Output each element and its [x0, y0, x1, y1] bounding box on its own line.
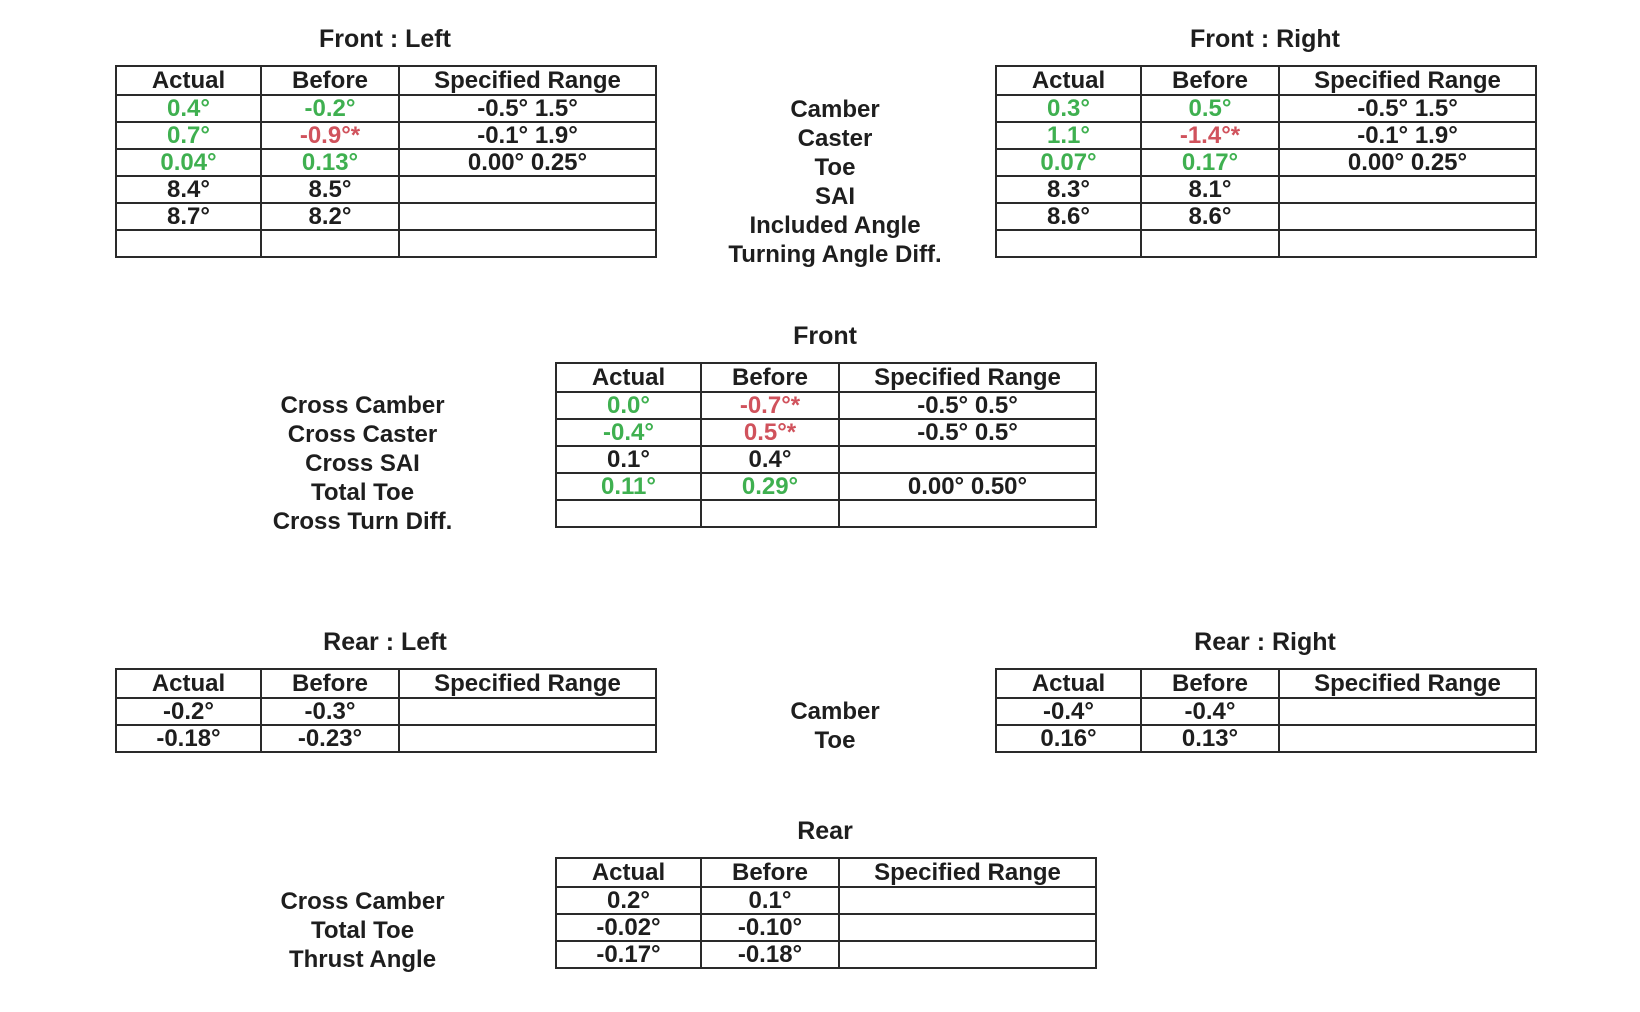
table-row [116, 95, 656, 122]
specified-range-cell: 0.00° 0.25° [399, 149, 656, 176]
actual-header: Actual [116, 669, 261, 698]
rear-left-table [115, 668, 657, 753]
table-row [556, 914, 1096, 941]
label-rear-total-toe: Total Toe [310, 917, 415, 944]
before-header: Before [701, 363, 839, 392]
before-cell: -0.23° [261, 725, 399, 752]
specified-range-cell [1279, 176, 1536, 203]
specified-range-cell [839, 446, 1096, 473]
actual-cell: 0.3° [996, 95, 1141, 122]
actual-cell: -0.4° [996, 698, 1141, 725]
specified-range-cell [839, 914, 1096, 941]
specified-range-header: Specified Range [1279, 66, 1536, 95]
table-row [116, 176, 656, 203]
label-camber: Camber [790, 96, 880, 123]
before-cell: -0.18° [701, 941, 839, 968]
actual-header: Actual [996, 66, 1141, 95]
front-cross-table [555, 362, 1097, 528]
specified-range-cell [1279, 725, 1536, 752]
before-cell: 0.5°* [701, 419, 839, 446]
before-cell: 8.1° [1141, 176, 1279, 203]
actual-header: Actual [116, 66, 261, 95]
actual-cell: 8.4° [116, 176, 261, 203]
specified-range-cell: -0.1° 1.9° [1279, 122, 1536, 149]
table-row [556, 473, 1096, 500]
table-row [996, 176, 1536, 203]
table-row [996, 725, 1536, 752]
rear-right-table [995, 668, 1537, 753]
specified-range-cell: -0.5° 0.5° [839, 392, 1096, 419]
table-row [556, 941, 1096, 968]
rear-measurement-labels [690, 697, 980, 755]
actual-cell: 0.0° [556, 392, 701, 419]
label-rear-camber: Camber [790, 698, 880, 725]
before-cell: 0.4° [701, 446, 839, 473]
before-header: Before [701, 858, 839, 887]
before-cell: 0.17° [1141, 149, 1279, 176]
before-cell: -1.4°* [1141, 122, 1279, 149]
before-cell: -0.2° [261, 95, 399, 122]
before-cell [701, 500, 839, 527]
specified-range-cell [399, 698, 656, 725]
table-row [996, 95, 1536, 122]
specified-range-cell [839, 887, 1096, 914]
specified-range-header: Specified Range [839, 363, 1096, 392]
actual-cell: 0.2° [556, 887, 701, 914]
before-cell: -0.10° [701, 914, 839, 941]
table-row [996, 230, 1536, 257]
table-row [116, 230, 656, 257]
table-row [556, 500, 1096, 527]
label-included-angle: Included Angle [749, 212, 921, 239]
label-caster: Caster [797, 125, 873, 152]
before-cell: 0.13° [261, 149, 399, 176]
actual-cell: 0.4° [116, 95, 261, 122]
specified-range-cell: -0.5° 1.5° [399, 95, 656, 122]
actual-cell: -0.18° [116, 725, 261, 752]
rear-cross-labels [240, 887, 485, 974]
before-cell: 0.13° [1141, 725, 1279, 752]
table-row [116, 149, 656, 176]
specified-range-cell [399, 725, 656, 752]
actual-cell [116, 230, 261, 257]
actual-cell: 0.1° [556, 446, 701, 473]
front-left-table [115, 65, 657, 258]
specified-range-cell [839, 500, 1096, 527]
before-cell: -0.3° [261, 698, 399, 725]
actual-cell [996, 230, 1141, 257]
front-cross-labels [240, 391, 485, 536]
table-row [996, 122, 1536, 149]
before-header: Before [261, 66, 399, 95]
actual-cell: 0.11° [556, 473, 701, 500]
specified-range-cell: 0.00° 0.25° [1279, 149, 1536, 176]
label-turning-angle-diff: Turning Angle Diff. [728, 241, 942, 268]
actual-cell: 8.3° [996, 176, 1141, 203]
table-row [556, 392, 1096, 419]
specified-range-cell: -0.1° 1.9° [399, 122, 656, 149]
front-measurement-labels [690, 95, 980, 269]
before-header: Before [261, 669, 399, 698]
actual-cell: 0.04° [116, 149, 261, 176]
table-row [116, 698, 656, 725]
label-thrust-angle: Thrust Angle [288, 946, 437, 973]
actual-cell: -0.17° [556, 941, 701, 968]
specified-range-cell: 0.00° 0.50° [839, 473, 1096, 500]
actual-cell: -0.4° [556, 419, 701, 446]
table-row [116, 203, 656, 230]
table-row [116, 725, 656, 752]
actual-header: Actual [556, 363, 701, 392]
label-sai: SAI [814, 183, 855, 210]
front-title: Front [793, 322, 857, 350]
specified-range-cell [1279, 230, 1536, 257]
actual-cell: -0.02° [556, 914, 701, 941]
actual-cell: 0.7° [116, 122, 261, 149]
specified-range-cell: -0.5° 1.5° [1279, 95, 1536, 122]
specified-range-header: Specified Range [1279, 669, 1536, 698]
before-cell: 8.6° [1141, 203, 1279, 230]
before-cell: 0.5° [1141, 95, 1279, 122]
before-header: Before [1141, 66, 1279, 95]
actual-cell [556, 500, 701, 527]
specified-range-cell [1279, 203, 1536, 230]
specified-range-cell: -0.5° 0.5° [839, 419, 1096, 446]
label-rear-cross-camber: Cross Camber [280, 888, 445, 915]
specified-range-cell [1279, 698, 1536, 725]
table-row [556, 887, 1096, 914]
table-row [556, 419, 1096, 446]
label-cross-caster: Cross Caster [287, 421, 438, 448]
specified-range-cell [399, 176, 656, 203]
before-cell: -0.4° [1141, 698, 1279, 725]
specified-range-cell [399, 203, 656, 230]
before-cell: 8.2° [261, 203, 399, 230]
table-row [996, 698, 1536, 725]
actual-cell: 8.6° [996, 203, 1141, 230]
label-cross-camber: Cross Camber [280, 392, 445, 419]
before-cell: 8.5° [261, 176, 399, 203]
actual-cell: 1.1° [996, 122, 1141, 149]
specified-range-cell [399, 230, 656, 257]
rear-title: Rear [797, 817, 853, 845]
before-cell: 0.1° [701, 887, 839, 914]
rear-left-title: Rear : Left [323, 628, 447, 656]
actual-cell: 0.16° [996, 725, 1141, 752]
before-cell: -0.9°* [261, 122, 399, 149]
specified-range-header: Specified Range [839, 858, 1096, 887]
rear-right-title: Rear : Right [1194, 628, 1336, 656]
table-row [996, 203, 1536, 230]
table-row [116, 122, 656, 149]
label-rear-toe: Toe [814, 727, 856, 754]
table-row [556, 446, 1096, 473]
specified-range-header: Specified Range [399, 669, 656, 698]
rear-cross-table [555, 857, 1097, 969]
actual-header: Actual [996, 669, 1141, 698]
label-cross-turn-diff: Cross Turn Diff. [272, 508, 453, 535]
before-cell [261, 230, 399, 257]
before-header: Before [1141, 669, 1279, 698]
before-cell: -0.7°* [701, 392, 839, 419]
actual-cell: 0.07° [996, 149, 1141, 176]
front-right-table [995, 65, 1537, 258]
actual-header: Actual [556, 858, 701, 887]
specified-range-header: Specified Range [399, 66, 656, 95]
specified-range-cell [839, 941, 1096, 968]
before-cell [1141, 230, 1279, 257]
front-right-title: Front : Right [1190, 25, 1340, 53]
table-row [996, 149, 1536, 176]
label-cross-sai: Cross SAI [305, 450, 420, 477]
before-cell: 0.29° [701, 473, 839, 500]
front-left-title: Front : Left [319, 25, 451, 53]
actual-cell: 8.7° [116, 203, 261, 230]
label-total-toe: Total Toe [310, 479, 415, 506]
actual-cell: -0.2° [116, 698, 261, 725]
label-toe: Toe [814, 154, 856, 181]
